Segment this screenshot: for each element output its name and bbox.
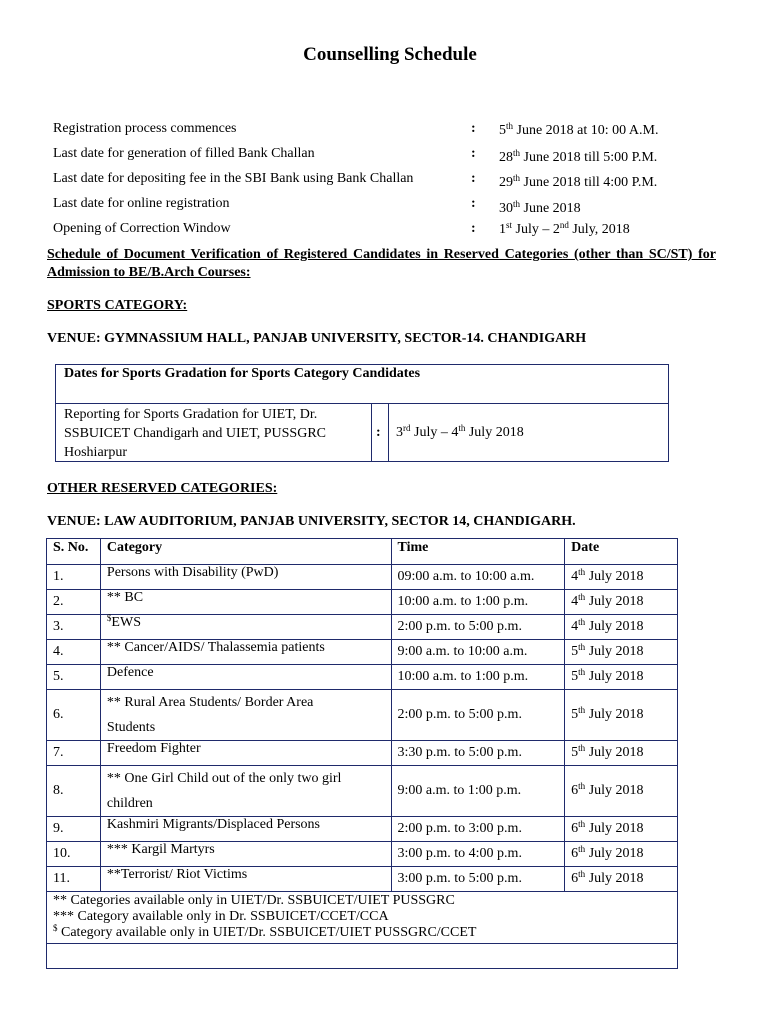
category-notes: [47, 892, 678, 944]
table-row: [47, 741, 678, 766]
date-cell: 4th July 2018: [565, 590, 678, 615]
time-cell: 3:00 p.m. to 5:00 p.m.: [391, 867, 565, 892]
other-categories-heading: OTHER RESERVED CATEGORIES:: [47, 481, 278, 496]
divider: [388, 403, 389, 461]
registration-row: [53, 196, 753, 218]
table-row: [47, 842, 678, 867]
notes-row: [47, 892, 678, 944]
divider: [371, 403, 372, 461]
registration-value: 29th June 2018 till 4:00 P.M.: [499, 173, 658, 190]
registration-label: Opening of Correction Window: [53, 221, 231, 236]
table-row: [47, 640, 678, 665]
schedule-heading: Schedule of Document Verification of Registered Candidates in Reserved Categories (other than SC/ST) for Admission to BE/B.Arch Courses:: [47, 247, 716, 280]
category-cell: Persons with Disability (PwD): [100, 565, 391, 590]
time-cell: 10:00 a.m. to 1:00 p.m.: [391, 590, 565, 615]
sno-cell: 2.: [47, 590, 101, 615]
date-cell: 6th July 2018: [565, 766, 678, 817]
sports-reporting-text: Reporting for Sports Gradation for UIET, Dr. SSBUICET Chandigarh and UIET, PUSSGRC Hoshiarpur: [64, 407, 326, 460]
date-cell: 6th July 2018: [565, 842, 678, 867]
divider: [56, 403, 668, 404]
note-line: ** Categories available only in UIET/Dr. SSBUICET/UIET PUSSGRC: [53, 893, 455, 908]
table-row: [47, 817, 678, 842]
category-cell: ** Rural Area Students/ Border Area Students: [100, 690, 391, 741]
note-line: *** Category available only in Dr. SSBUICET/CCET/CCA: [53, 909, 389, 924]
registration-colon: :: [471, 221, 476, 236]
category-cell: ** Cancer/AIDS/ Thalassemia patients: [100, 640, 391, 665]
registration-value: 5th June 2018 at 10: 00 A.M.: [499, 121, 659, 138]
sno-cell: 4.: [47, 640, 101, 665]
registration-colon: :: [471, 146, 476, 161]
category-cell: ** One Girl Child out of the only two girl children: [100, 766, 391, 817]
sports-reporting-dates: 3rd July – 4th July 2018: [396, 423, 524, 440]
sports-gradation-box: [55, 364, 669, 462]
time-cell: 3:30 p.m. to 5:00 p.m.: [391, 741, 565, 766]
category-cell: ** BC: [100, 590, 391, 615]
table-row: [47, 565, 678, 590]
date-cell: 5th July 2018: [565, 690, 678, 741]
column-header-date: Date: [565, 539, 678, 565]
date-cell: 5th July 2018: [565, 741, 678, 766]
time-cell: 9:00 a.m. to 1:00 p.m.: [391, 766, 565, 817]
table-row: [47, 615, 678, 640]
time-cell: 2:00 p.m. to 3:00 p.m.: [391, 817, 565, 842]
date-cell: 4th July 2018: [565, 615, 678, 640]
sno-cell: 8.: [47, 766, 101, 817]
time-cell: 09:00 a.m. to 10:00 a.m.: [391, 565, 565, 590]
sno-cell: 11.: [47, 867, 101, 892]
sports-venue: VENUE: GYMNASSIUM HALL, PANJAB UNIVERSITY, SECTOR-14. CHANDIGARH: [47, 331, 587, 346]
table-row: [47, 766, 678, 817]
category-cell: **Terrorist/ Riot Victims: [100, 867, 391, 892]
table-row: [47, 590, 678, 615]
registration-value: 30th June 2018: [499, 199, 581, 216]
registration-row: [53, 121, 753, 143]
date-cell: 6th July 2018: [565, 817, 678, 842]
sno-cell: 3.: [47, 615, 101, 640]
registration-value: 28th June 2018 till 5:00 P.M.: [499, 148, 658, 165]
time-cell: 2:00 p.m. to 5:00 p.m.: [391, 690, 565, 741]
sno-cell: 9.: [47, 817, 101, 842]
sno-cell: 5.: [47, 665, 101, 690]
column-header-time: Time: [391, 539, 565, 565]
blank-row: [47, 944, 678, 969]
table-row: [47, 867, 678, 892]
table-header-row: [47, 539, 678, 565]
page-title: Counselling Schedule: [303, 44, 477, 65]
registration-label: Last date for generation of filled Bank Challan: [53, 146, 315, 161]
registration-colon: :: [471, 121, 476, 136]
category-cell: Kashmiri Migrants/Displaced Persons: [100, 817, 391, 842]
category-cell: *** Kargil Martyrs: [100, 842, 391, 867]
sno-cell: 6.: [47, 690, 101, 741]
category-cell: Freedom Fighter: [100, 741, 391, 766]
column-header-category: Category: [100, 539, 391, 565]
sports-box-title: Dates for Sports Gradation for Sports Category Candidates: [64, 366, 421, 381]
time-cell: 2:00 p.m. to 5:00 p.m.: [391, 615, 565, 640]
time-cell: 3:00 p.m. to 4:00 p.m.: [391, 842, 565, 867]
category-cell: $EWS: [100, 615, 391, 640]
sports-colon: :: [376, 425, 381, 440]
registration-label: Last date for online registration: [53, 196, 230, 211]
registration-colon: :: [471, 171, 476, 186]
table-row: [47, 665, 678, 690]
date-cell: 5th July 2018: [565, 665, 678, 690]
time-cell: 9:00 a.m. to 10:00 a.m.: [391, 640, 565, 665]
registration-label: Registration process commences: [53, 121, 237, 136]
note-line: $ Category available only in UIET/Dr. SSBUICET/UIET PUSSGRC/CCET: [53, 923, 477, 940]
sports-category-heading: SPORTS CATEGORY:: [47, 298, 188, 313]
registration-row: [53, 146, 753, 168]
time-cell: 10:00 a.m. to 1:00 p.m.: [391, 665, 565, 690]
date-cell: 5th July 2018: [565, 640, 678, 665]
blank-cell: [47, 944, 678, 969]
registration-row: [53, 171, 753, 193]
schedule-table: [46, 538, 678, 969]
date-cell: 6th July 2018: [565, 867, 678, 892]
date-cell: 4th July 2018: [565, 565, 678, 590]
sno-cell: 10.: [47, 842, 101, 867]
column-header-sno: S. No.: [47, 539, 101, 565]
registration-colon: :: [471, 196, 476, 211]
registration-label: Last date for depositing fee in the SBI Bank using Bank Challan: [53, 171, 414, 186]
registration-value: 1st July – 2nd July, 2018: [499, 220, 630, 237]
other-venue: VENUE: LAW AUDITORIUM, PANJAB UNIVERSITY, SECTOR 14, CHANDIGARH.: [47, 514, 576, 529]
sno-cell: 1.: [47, 565, 101, 590]
sno-cell: 7.: [47, 741, 101, 766]
table-row: [47, 690, 678, 741]
category-cell: Defence: [100, 665, 391, 690]
registration-row: [53, 221, 753, 243]
